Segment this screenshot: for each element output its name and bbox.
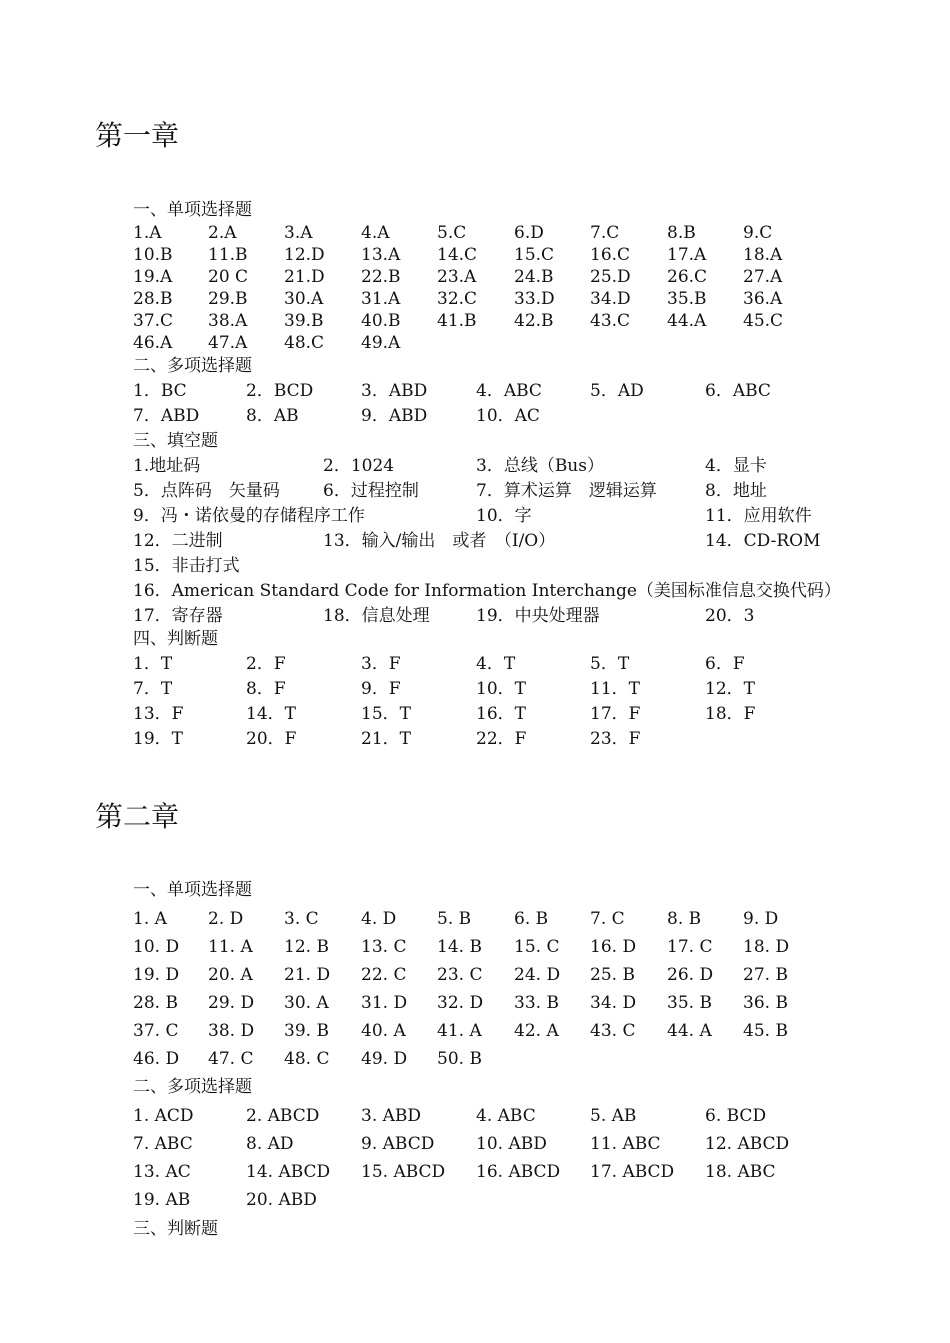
answer-item: 10. D	[133, 937, 180, 957]
answer-item: 40. A	[361, 1021, 406, 1041]
answer-item: 49. D	[361, 1049, 408, 1069]
answer-item: 22．F	[476, 729, 527, 749]
answer-item: 46.A	[133, 333, 173, 353]
answer-item: 17.A	[667, 245, 707, 265]
answer-item: 23.A	[437, 267, 477, 287]
answer-item: 44.A	[667, 311, 707, 331]
answer-item: 5．AD	[590, 381, 644, 401]
answer-item: 24.B	[514, 267, 554, 287]
answer-item: 24. D	[514, 965, 561, 985]
answer-item: 20．3	[705, 606, 755, 626]
answer-item: 13. AC	[133, 1162, 191, 1182]
answer-item: 16.C	[590, 245, 631, 265]
ch1-fill-blank-heading: 三、填空题	[133, 431, 218, 451]
answer-item: 3. ABD	[361, 1106, 422, 1126]
ch2-single-choice-heading: 一、单项选择题	[133, 880, 252, 900]
answer-item: 1.地址码	[133, 456, 201, 476]
answer-item: 12．T	[705, 679, 755, 699]
answer-item: 39.B	[284, 311, 324, 331]
answer-item: 14. B	[437, 937, 482, 957]
ch2-true-false-heading: 三、判断题	[133, 1219, 218, 1239]
answer-item: 27.A	[743, 267, 783, 287]
answer-item: 16．T	[476, 704, 526, 724]
answer-item: 8. AD	[246, 1134, 294, 1154]
answer-item: 2．1024	[323, 456, 395, 476]
answer-item: 17. ABCD	[590, 1162, 675, 1182]
answer-item: 15. ABCD	[361, 1162, 446, 1182]
answer-item: 15.C	[514, 245, 555, 265]
answer-item: 2．BCD	[246, 381, 314, 401]
answer-item: 29. D	[208, 993, 255, 1013]
answer-item: 16．American Standard Code for Information Interchange（美国标准信息交换代码）	[133, 581, 841, 601]
answer-item: 5. B	[437, 909, 472, 929]
answer-item: 15．T	[361, 704, 411, 724]
answer-item: 3．F	[361, 654, 401, 674]
answer-item: 2. D	[208, 909, 244, 929]
answer-item: 11.B	[208, 245, 248, 265]
answer-item: 32.C	[437, 289, 478, 309]
answer-item: 47.A	[208, 333, 248, 353]
answer-item: 2.A	[208, 223, 237, 243]
chapter-1-title: 第一章	[95, 119, 180, 152]
answer-item: 41.B	[437, 311, 477, 331]
answer-item: 18.A	[743, 245, 783, 265]
ch1-single-choice-heading: 一、单项选择题	[133, 200, 252, 220]
answer-item: 38.A	[208, 311, 248, 331]
answer-item: 2．F	[246, 654, 286, 674]
answer-item: 18. D	[743, 937, 790, 957]
answer-item: 8．AB	[246, 406, 299, 426]
answer-item: 5．点阵码 矢量码	[133, 481, 280, 501]
answer-item: 19. D	[133, 965, 180, 985]
answer-item: 6.D	[514, 223, 544, 243]
answer-item: 5.C	[437, 223, 467, 243]
answer-item: 38. D	[208, 1021, 255, 1041]
answer-item: 9.C	[743, 223, 773, 243]
answer-item: 14.C	[437, 245, 478, 265]
answer-item: 11．T	[590, 679, 640, 699]
answer-item: 8. B	[667, 909, 702, 929]
answer-item: 9．冯・诺依曼的存储程序工作	[133, 506, 365, 526]
answer-item: 7. C	[590, 909, 625, 929]
answer-item: 28.B	[133, 289, 173, 309]
answer-item: 1.A	[133, 223, 162, 243]
answer-item: 6．过程控制	[323, 481, 419, 501]
answer-item: 1. A	[133, 909, 167, 929]
answer-item: 19. AB	[133, 1190, 191, 1210]
answer-item: 34. D	[590, 993, 637, 1013]
answer-item: 17．寄存器	[133, 606, 223, 626]
answer-item: 27. B	[743, 965, 788, 985]
answer-item: 14．CD-ROM	[705, 531, 821, 551]
answer-item: 20. ABD	[246, 1190, 317, 1210]
answer-item: 41. A	[437, 1021, 482, 1041]
answer-item: 10．字	[476, 506, 532, 526]
answer-item: 20．F	[246, 729, 297, 749]
chapter-2-title: 第二章	[95, 800, 180, 833]
answer-item: 26.C	[667, 267, 708, 287]
answer-item: 3.A	[284, 223, 313, 243]
answer-item: 47. C	[208, 1049, 254, 1069]
answer-item: 16. ABCD	[476, 1162, 561, 1182]
answer-item: 29.B	[208, 289, 248, 309]
answer-item: 18. ABC	[705, 1162, 776, 1182]
ch1-true-false-heading: 四、判断题	[133, 629, 218, 649]
answer-item: 4. D	[361, 909, 397, 929]
answer-item: 13. C	[361, 937, 407, 957]
answer-item: 5．T	[590, 654, 630, 674]
answer-item: 7．ABD	[133, 406, 200, 426]
answer-item: 13.A	[361, 245, 401, 265]
answer-item: 37.C	[133, 311, 174, 331]
answer-item: 3．ABD	[361, 381, 428, 401]
answer-item: 4. ABC	[476, 1106, 536, 1126]
answer-item: 21. D	[284, 965, 331, 985]
answer-item: 19.A	[133, 267, 173, 287]
answer-item: 33. B	[514, 993, 559, 1013]
answer-item: 4．T	[476, 654, 516, 674]
answer-item: 18．信息处理	[323, 606, 430, 626]
answer-item: 21．T	[361, 729, 411, 749]
answer-item: 28. B	[133, 993, 178, 1013]
answer-item: 39. B	[284, 1021, 329, 1041]
answer-item: 11. ABC	[590, 1134, 661, 1154]
answer-item: 19．T	[133, 729, 183, 749]
answer-item: 10. ABD	[476, 1134, 547, 1154]
answer-item: 25. B	[590, 965, 635, 985]
ch1-multi-choice-heading: 二、多项选择题	[133, 356, 252, 376]
answer-item: 20. A	[208, 965, 253, 985]
answer-item: 4.A	[361, 223, 390, 243]
answer-item: 36.A	[743, 289, 783, 309]
answer-item: 8．F	[246, 679, 286, 699]
answer-item: 19．中央处理器	[476, 606, 600, 626]
answer-item: 12. B	[284, 937, 329, 957]
answer-item: 48.C	[284, 333, 325, 353]
answer-item: 31. D	[361, 993, 408, 1013]
answer-item: 11．应用软件	[705, 506, 812, 526]
answer-item: 46. D	[133, 1049, 180, 1069]
answer-item: 42.B	[514, 311, 554, 331]
answer-item: 7．T	[133, 679, 173, 699]
answer-item: 26. D	[667, 965, 714, 985]
answer-item: 14. ABCD	[246, 1162, 331, 1182]
answer-item: 30.A	[284, 289, 324, 309]
answer-item: 6．F	[705, 654, 745, 674]
answer-item: 48. C	[284, 1049, 330, 1069]
answer-item: 6. B	[514, 909, 549, 929]
answer-item: 43. C	[590, 1021, 636, 1041]
answer-item: 4．显卡	[705, 456, 767, 476]
answer-item: 6. BCD	[705, 1106, 767, 1126]
answer-item: 15. C	[514, 937, 560, 957]
answer-item: 7.C	[590, 223, 620, 243]
answer-item: 8.B	[667, 223, 696, 243]
answer-item: 4．ABC	[476, 381, 542, 401]
answer-item: 9. D	[743, 909, 779, 929]
answer-item: 3．总线（Bus）	[476, 456, 604, 476]
answer-item: 17. C	[667, 937, 713, 957]
answer-item: 1．BC	[133, 381, 187, 401]
answer-item: 10．T	[476, 679, 526, 699]
answer-item: 37. C	[133, 1021, 179, 1041]
answer-item: 32. D	[437, 993, 484, 1013]
answer-item: 23．F	[590, 729, 641, 749]
answer-item: 8．地址	[705, 481, 767, 501]
answer-item: 34.D	[590, 289, 631, 309]
answer-item: 12.D	[284, 245, 325, 265]
answer-item: 11. A	[208, 937, 253, 957]
answer-item: 18．F	[705, 704, 756, 724]
answer-item: 13．输入/输出 或者 （I/O）	[323, 531, 556, 551]
answer-item: 13．F	[133, 704, 184, 724]
answer-item: 17．F	[590, 704, 641, 724]
answer-item: 40.B	[361, 311, 401, 331]
answer-item: 9. ABCD	[361, 1134, 435, 1154]
answer-item: 9．F	[361, 679, 401, 699]
answer-item: 30. A	[284, 993, 329, 1013]
answer-item: 12. ABCD	[705, 1134, 790, 1154]
answer-item: 35. B	[667, 993, 712, 1013]
answer-item: 9．ABD	[361, 406, 428, 426]
answer-item: 6．ABC	[705, 381, 771, 401]
answer-item: 43.C	[590, 311, 631, 331]
answer-item: 31.A	[361, 289, 401, 309]
answer-item: 42. A	[514, 1021, 559, 1041]
answer-item: 7．算术运算 逻辑运算	[476, 481, 657, 501]
answer-item: 10.B	[133, 245, 173, 265]
answer-item: 1．T	[133, 654, 173, 674]
answer-item: 7. ABC	[133, 1134, 193, 1154]
answer-item: 1. ACD	[133, 1106, 194, 1126]
answer-item: 15．非击打式	[133, 556, 240, 576]
answer-item: 22.B	[361, 267, 401, 287]
answer-item: 23. C	[437, 965, 483, 985]
ch2-multi-choice-heading: 二、多项选择题	[133, 1077, 252, 1097]
answer-item: 25.D	[590, 267, 631, 287]
answer-item: 12．二进制	[133, 531, 223, 551]
answer-item: 49.A	[361, 333, 401, 353]
answer-item: 2. ABCD	[246, 1106, 320, 1126]
answer-item: 3. C	[284, 909, 319, 929]
answer-item: 36. B	[743, 993, 788, 1013]
answer-item: 45. B	[743, 1021, 788, 1041]
answer-item: 21.D	[284, 267, 325, 287]
answer-item: 50. B	[437, 1049, 482, 1069]
answer-item: 44. A	[667, 1021, 712, 1041]
answer-item: 35.B	[667, 289, 707, 309]
answer-item: 33.D	[514, 289, 555, 309]
answer-item: 20 C	[208, 267, 249, 287]
answer-item: 5. AB	[590, 1106, 637, 1126]
answer-item: 16. D	[590, 937, 637, 957]
answer-item: 10．AC	[476, 406, 540, 426]
answer-item: 14．T	[246, 704, 296, 724]
answer-item: 22. C	[361, 965, 407, 985]
answer-item: 45.C	[743, 311, 784, 331]
